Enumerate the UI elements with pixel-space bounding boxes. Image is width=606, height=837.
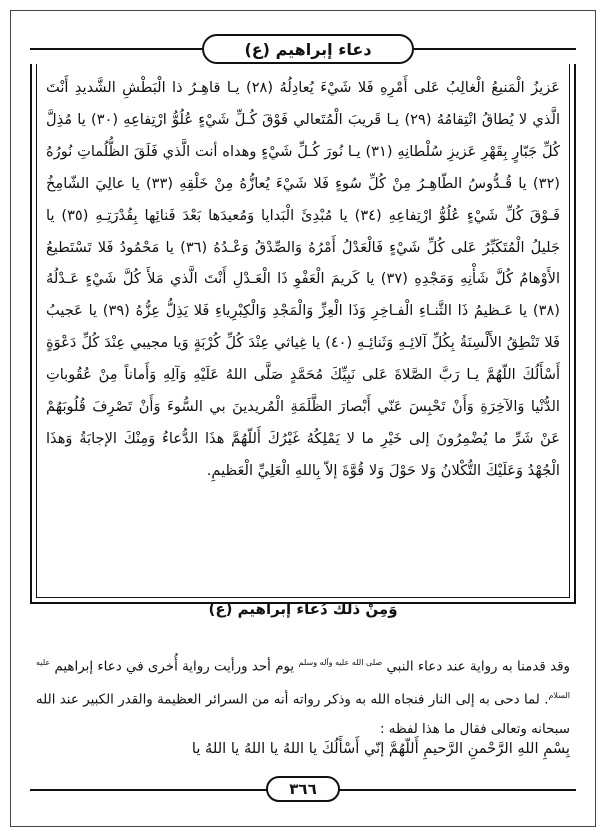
page-title-banner: [202, 34, 414, 64]
page-number-box: [266, 776, 340, 802]
page-title: دعاء إبراهيم (ع): [244, 39, 372, 59]
commentary-text-before: وقد قدمنا به رواية عند دعاء النبي: [386, 659, 571, 675]
title-rule-left: [30, 48, 202, 50]
commentary-paragraph: [36, 648, 570, 744]
commentary-text-end: . لما دحى به إلى النار فنجاه الله به وذكر رواته أنه من السرائر العظيمة والقدر الكبير عند الله سبحانه وتعالى فقال ما هذا لفظه :: [36, 692, 570, 737]
title-rule-right: [414, 48, 576, 50]
invocation-line: بِسْمِ اللهِ الرَّحْمنِ الرَّحيمِ أَللّهُمَّ إنّي أَسْأَلُكَ يا اللهُ يا اللهُ يا اللهُ يا: [191, 740, 570, 757]
section-heading: وَمِنْ ذلك دُعاء إبراهيم (ع): [208, 600, 398, 618]
honorific-mark: صلى الله عليه وآله وسلم: [298, 658, 383, 667]
page-number: ٣٦٦: [289, 780, 317, 798]
honorific-mark-2: عليه السلام: [36, 658, 570, 701]
supplication-text: عَزيزُ الْمَنيعُ الْغالِبُ عَلى أَمْرِهِ فَلا شَيْءَ يُعادِلُهُ (٢٨) يـا قاهِـرُ ذا الْبَطْشِ الشَّديدِ أَنْتَ الَّذي لا يُطاقُ انْتِقامُهُ (٢٩) يـا قَريبَ الْمُتَعالي فَوْقَ كُـلِّ شَيْءٍ عُلُوُّ ارْتِفاعِهِ (٣٠) يا مُذِلَّ كُلِّ جَبّارٍ بِقَهْرِ عَزيزِ سُلْطانِهِ (٣١) يـا نُورَ كُـلِّ شَيْءٍ وهداه أنت الَّذي فَلَقَ الظُّلُماتِ نُورُهُ (٣٢) يا قُـدُّوسُ الطّاهِـرُ مِنْ كُلِّ سُوءٍ فَلا شَيْءَ يُعازُّهُ مِنْ خَلْقِهِ (٣٣) يا عالِيَ الشّامِخُ فَـوْقَ كُلِّ شَيْءٍ عُلُوُّ ارْتِفاعِهِ (٣٤) يا مُبْدِئَ الْبَدايا وَمُعيدَها بَعْدَ فَنائِها بِقُدْرَتِـهِ (٣٥) يا جَليلُ الْمُتَكَبِّرُ عَلى كُلِّ شَيْءٍ فَالْعَدْلُ أَمْرُهُ وَالصِّدْقُ وَعْـدُهُ (٣٦) يا مَحْمُودُ فَلا تَسْتَطيعُ الأَوْهامُ كُلَّ شَأْنِهِ وَمَجْدِهِ (٣٧) يا كَريمَ الْعَفْوِ ذَا الْعَـدْلِ أَنْتَ الَّذي مَلأَ كُلَّ شَيْءٍ عَـدْلُهُ (٣٨) يا عَـظيمُ ذَا الثَّنـاءِ الْفـاخِرِ وَذَا الْعِزِّ وَالْمَجْدِ وَالْكِبْرِياءِ فَلا يَذِلُّ عِزُّهُ (٣٩) يا عَجيبُ فَلا تَنْطِقُ الأَلْسِنَةُ بِكُلِّ آلائِـهِ وَثَنائِـهِ (٤٠) يا غِياثي عِنْدَ كُلِّ كُرْبَةٍ وَيا مجيبي عِنْدَ كُلِّ دَعْوَةٍ أَسْأَلُكَ اللّهُمَّ يـا رَبَّ الصَّلاةَ عَلى نَبِيِّكَ مُحَمَّدٍ صَلَّى اللهُ عَلَيْهِ وَآلِهِ وَأَماناً مِنْ عُقُوباتِ الدُّنْيا وَالآخِرَةِ وَأَنْ تَحْبِسَ عَنّي أَبْصارَ الظَّلَمَةِ الْمُريدينَ بي السُّوءَ وَأَنْ تَصْرِفَ قُلُوبَهُمْ عَنْ شَرِّ ما يُضْمِرُونَ إلى خَيْرِ ما لا يَمْلِكُهُ غَيْرُكَ أَللّهُمَّ هذَا الدُّعاءُ وَمِنْكَ الإجابَةُ وَهذَا الْجُهْدُ وَعَلَيْكَ التُّكْلانُ وَلا حَوْلَ وَلا قُوَّةَ إلاّ بِاللهِ الْعَلِيِّ الْعَظيمِ.: [46, 79, 561, 479]
commentary-text-after: يوم أحد ورأيت رواية أُخرى في دعاء إبراهيم: [54, 659, 295, 675]
